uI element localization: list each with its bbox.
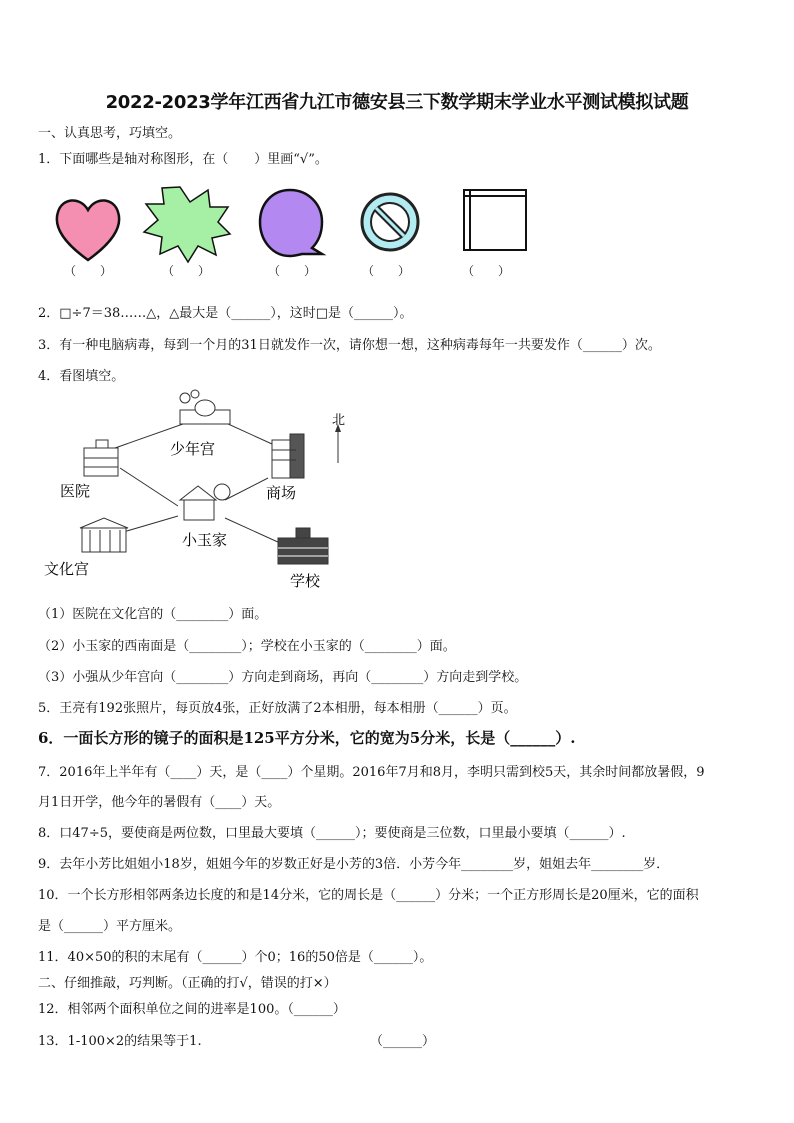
mall-label: 商场 [266,484,297,502]
north-label: 北 [332,413,346,428]
section-heading-1: 一、认真思考，巧填空。 [38,126,182,141]
school-icon [278,528,328,564]
question-13: 13．1-100×2的结果等于1. [38,1034,202,1049]
question-12: 12．相邻两个面积单位之间的进率是100。（______） [38,1002,346,1017]
house-icon [180,484,230,520]
heart-icon [57,200,119,260]
question-4: 4．看图填空。 [38,369,125,384]
answer-blank-1[interactable]: （ ） [64,264,113,278]
section-heading-2: 二、仔细推敲，巧判断。（正确的打√，错误的打×） [38,976,337,991]
question-11: 11．40×50的积的末尾有（______）个0；16的50倍是（______）。 [38,950,433,965]
palace-icon [180,390,230,424]
mall-icon [272,434,304,478]
north-arrow-icon [332,413,345,463]
answer-blank-13[interactable]: （______） [370,1034,436,1049]
question-7-line-2: 月1日开学，他今年的暑假有（____）天。 [38,795,281,810]
hospital-icon [84,440,118,476]
culture-palace-icon [80,518,128,552]
home-label: 小玉家 [182,531,228,549]
square-frame-icon [464,190,526,250]
culture-palace-label: 文化宫 [44,560,90,578]
question-4-3: （3）小强从少年宫向（________）方向走到商场，再向（________）方向走到学校。 [38,670,528,685]
school-label: 学校 [290,572,321,590]
question-3: 3．有一种电脑病毒，每到一个月的31日就发作一次，请你想一想，这种病毒每年一共要发作（______）次。 [38,338,661,353]
answer-blank-2[interactable]: （ ） [162,264,211,278]
page-title: 2022-2023学年江西省九江市德安县三下数学期末学业水平测试模拟试题 [105,92,689,113]
question-4-2: （2）小玉家的西南面是（________）；学校在小玉家的（________）面。 [38,639,456,654]
question-4-1: （1）医院在文化宫的（________）面。 [38,607,268,622]
question-9: 9．去年小芳比姐姐小18岁，姐姐今年的岁数正好是小芳的3倍．小芳今年________岁，姐姐去年________岁． [38,857,670,872]
question-5: 5．王亮有192张照片，每页放4张，正好放满了2本相册，每本相册（______）页。 [38,701,517,716]
direction-map [40,388,370,593]
palace-label: 少年宫 [170,440,216,458]
question-1: 1．下面哪些是轴对称图形，在（ ）里画“√”。 [38,152,328,167]
question-8: 8．口47÷5，要使商是两位数，口里最大要填（______）；要使商是三位数，口里最小要填（______）. [38,826,626,841]
question-10-line-1: 10．一个长方形相邻两条边长度的和是14分米，它的周长是（______）分米；一个正方形周长是20厘米，它的面积 [38,888,699,903]
no-sign-icon [362,194,418,250]
starburst-icon [144,187,230,262]
answer-blank-5[interactable]: （ ） [462,264,511,278]
hospital-label: 医院 [60,482,91,500]
question-10-line-2: 是（______）平方厘米。 [38,919,182,934]
question-6: 6．一面长方形的镜子的面积是125平方分米，它的宽为5分米，长是（______）. [38,729,576,747]
answer-blank-4[interactable]: （ ） [362,264,411,278]
question-2: 2．□÷7＝38……△，△最大是（______），这时□是（______）。 [38,306,413,321]
speech-bubble-icon [260,190,322,256]
question-7-line-1: 7．2016年上半年有（____）天，是（____）个星期。2016年7月和8月，李明只需到校5天，其余时间都放暑假，9 [38,765,705,780]
answer-blank-3[interactable]: （ ） [268,264,317,278]
